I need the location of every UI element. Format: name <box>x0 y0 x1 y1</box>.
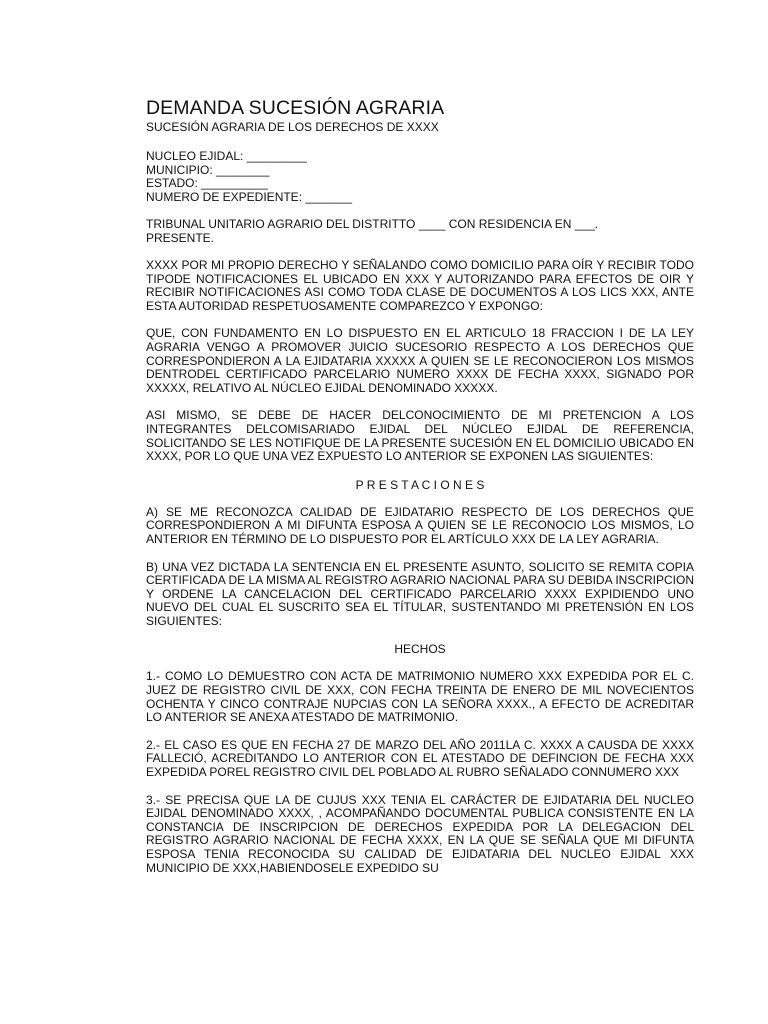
field-nucleo-ejidal: NUCLEO EJIDAL: _________ <box>146 149 307 163</box>
header-fields <box>146 150 694 204</box>
prestacion-item: B) UNA VEZ DICTADA LA SENTENCIA EN EL PRESENTE ASUNTO, SOLICITO SE REMITA COPIA CERTIFICADA DE LA MISMA AL REGISTRO AGRARIO NACIONAL PARA SU DEBIDA INSCRIPCION Y ORDENE LA CANCELACION DEL CERTIFICADO PARCELARIO XXXX EXPIDIENDO UNO NUEVO DEL CUAL EL SUSCRITO SEA EL TÍTULAR, SUSTENTANDO MI PRETENSIÓN EN LOS SIGUIENTES: <box>146 559 694 628</box>
addressee-block <box>146 218 694 245</box>
hecho-item: 3.- SE PRECISA QUE LA DE CUJUS XXX TENIA EL CARÁCTER DE EJIDATARIA DEL NUCLEO EJIDAL DENOMINADO XXXX, , ACOMPAÑANDO DOCUMENTAL PUBLICA CONSISTENTE EN LA CONSTANCIA DE INSCRIPCION DE DERECHOS EXPEDIDA POR LA DELEGACION DEL REGISTRO AGRARIO NACIONAL DE FECHA XXXX, EN LA QUE SE SEÑALA QUE MI DIFUNTA ESPOSA TENIA RECONOCIDA SU CALIDAD DE EJIDATARIA DEL NUCLEO EJIDAL XXX MUNICIPIO DE XXX,HABIENDOSELE EXPEDIDO SU <box>146 792 694 875</box>
prestacion-item: A) SE ME RECONOZCA CALIDAD DE EJIDATARIO RESPECTO DE LOS DERECHOS QUE CORRESPONDIERON A MI DIFUNTA ESPOSA A QUIEN SE LE RECONOCIO LOS MISMOS, LO ANTERIOR EN TÉRMINO DE LO DISPUESTO POR EL ARTÍCULO XXX DE LA LEY AGRARIA. <box>146 504 694 546</box>
addressee-tribunal: TRIBUNAL UNITARIO AGRARIO DEL DISTRITTO ____ CON RESIDENCIA EN ___. <box>146 217 599 231</box>
intro-paragraph: XXXX POR MI PROPIO DERECHO Y SEÑALANDO COMO DOMICILIO PARA OÍR Y RECIBIR TODO TIPODE NOTIFICACIONES EL UBICADO EN XXX Y AUTORIZANDO PARA EFECTOS DE OIR Y RECIBIR NOTIFICACIONES ASI COMO TODA CLASE DE DOCUMENTOS A LOS LICS XXX, ANTE ESTA AUTORIDAD RESPETUOSAMENTE COMPAREZCO Y EXPONGO: <box>146 258 694 313</box>
field-municipio: MUNICIPIO: ________ <box>146 162 270 177</box>
hecho-item: 1.- COMO LO DEMUESTRO CON ACTA DE MATRIMONIO NUMERO XXX EXPEDIDA POR EL C. JUEZ DE REGISTRO CIVIL DE XXX, CON FECHA TREINTA DE ENERO DE MIL NOVECIENTOS OCHENTA Y CINCO CONTRAJE NUPCIAS CON LA SEÑORA XXXX., A EFECTO DE ACREDITAR LO ANTERIOR SE ANEXA ATESTADO DE MATRIMONIO. <box>146 669 694 725</box>
addressee-presente: PRESENTE. <box>146 230 215 245</box>
document-title: DEMANDA SUCESIÓN AGRARIA <box>146 97 445 119</box>
document-page <box>146 96 694 889</box>
prestaciones-heading: P R E S T A C I O N E S <box>355 477 485 492</box>
document-subtitle: SUCESIÓN AGRARIA DE LOS DERECHOS DE XXXX <box>146 120 439 134</box>
field-estado: ESTADO: __________ <box>146 176 268 190</box>
hechos-heading: HECHOS <box>394 642 446 657</box>
intro-paragraph: ASI MISMO, SE DEBE DE HACER DELCONOCIMIENTO DE MI PRETENCION A LOS INTEGRANTES DELCOMISARIADO EJIDAL DEL NÚCLEO EJIDAL DE REFERENCIA, SOLICITANDO SE LES NOTIFIQUE DE LA PRESENTE SUCESIÓN EN EL DOMICILIO UBICADO EN XXXX, POR LO QUE UNA VEZ EXPUESTO LO ANTERIOR SE EXPONEN LAS SIGUIENTES: <box>146 408 694 464</box>
hecho-item: 2.- EL CASO ES QUE EN FECHA 27 DE MARZO DEL AÑO 2011LA C. XXXX A CAUSDA DE XXXX FALLECIÓ, ACREDITANDO LO ANTERIOR CON EL ATESTADO DE DEFINCION DE FECHA XXX EXPEDIDA POREL REGISTRO CIVIL DEL POBLADO AL RUBRO SEÑALADO CONNUMERO XXX <box>146 737 694 780</box>
field-numero-expediente: NUMERO DE EXPEDIENTE: _______ <box>146 189 353 204</box>
intro-paragraph: QUE, CON FUNDAMENTO EN LO DISPUESTO EN EL ARTICULO 18 FRACCION I DE LA LEY AGRARIA VENGO A PROMOVER JUICIO SUCESORIO RESPECTO A LOS DERECHOS QUE CORRESPONDIERON A LA EJIDATARIA XXXXX A QUIEN SE LE RECONOCIERON LOS MISMOS DENTRODEL CERTIFICADO PARCELARIO NUMERO XXXX DE FECHA XXXX, SIGNADO POR XXXXX, RELATIVO AL NÚCLEO EJIDAL DENOMINADO XXXXX. <box>146 326 694 395</box>
